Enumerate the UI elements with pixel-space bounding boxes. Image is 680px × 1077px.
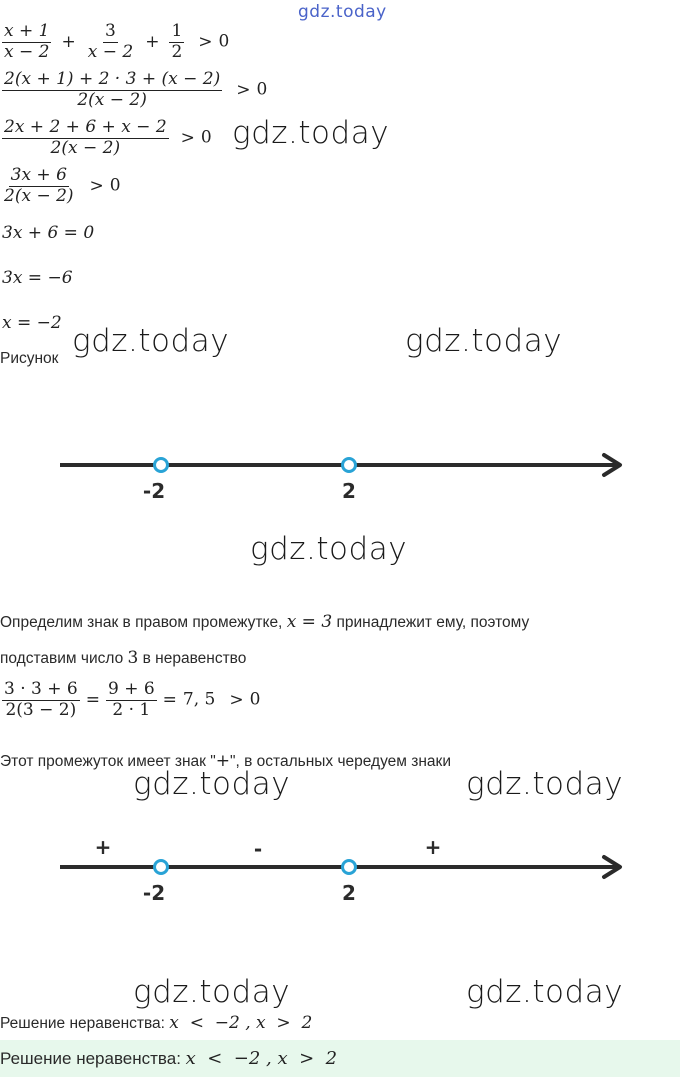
watermark: gdz.today — [405, 323, 563, 359]
denominator: x − 2 — [4, 41, 50, 62]
rhs-value: 0 — [200, 127, 212, 148]
fraction — [2, 118, 169, 158]
sign-label: + — [424, 835, 442, 859]
inline-math: x < −2 , x > 2 — [185, 1048, 338, 1069]
explanation-line-1 — [0, 612, 529, 632]
denominator: 2(x − 2) — [50, 137, 121, 158]
step-1-inequality — [2, 22, 229, 62]
text: в неравенство — [138, 650, 247, 667]
watermark: gdz.today — [466, 974, 624, 1010]
answer-line — [0, 1048, 337, 1069]
step-7-equation: x = −2 — [2, 313, 62, 333]
sign-label: - — [253, 837, 263, 861]
equals-sign: = — [85, 689, 100, 710]
fraction — [86, 22, 135, 62]
numerator: 3 · 3 + 6 — [4, 679, 78, 699]
step-6-equation: 3x = −6 — [2, 268, 73, 288]
point-label: -2 — [142, 881, 166, 905]
equals-sign: = — [162, 689, 177, 710]
number-line-2 — [0, 830, 680, 910]
fraction — [2, 22, 51, 62]
point-label: -2 — [142, 479, 166, 503]
open-point-2 — [343, 459, 356, 472]
solution-line — [0, 1013, 312, 1033]
numerator: x + 1 — [4, 21, 50, 41]
number-line-1 — [0, 440, 680, 510]
open-point-minus-2 — [155, 459, 168, 472]
numerator: 2(x + 1) + 2 · 3 + (x − 2) — [4, 69, 221, 89]
rhs-value: 0 — [256, 79, 268, 100]
fraction — [2, 166, 76, 206]
step-5-equation: 3x + 6 = 0 — [2, 223, 95, 243]
numerator: 1 — [171, 21, 183, 41]
numerator: 3x + 6 — [10, 165, 67, 185]
open-point-minus-2 — [155, 861, 168, 874]
greater-than: > — [89, 175, 104, 196]
rhs-value: 0 — [249, 689, 261, 710]
sign-label: + — [94, 835, 112, 859]
watermark: gdz.today — [232, 115, 390, 151]
text: Решение неравенства: — [0, 1049, 186, 1068]
figure-label: Рисунок — [0, 350, 59, 367]
fraction — [106, 680, 157, 720]
text: принадлежит ему, поэтому — [332, 614, 530, 631]
fraction — [169, 22, 184, 62]
greater-than: > — [236, 79, 251, 100]
greater-than: > — [180, 127, 195, 148]
inline-math: x < −2 , x > 2 — [169, 1013, 313, 1033]
denominator: x − 2 — [87, 41, 134, 62]
step-2-inequality — [2, 70, 267, 110]
plus-sign: + — [61, 31, 76, 52]
numerator: 2x + 2 + 6 + x − 2 — [4, 117, 167, 137]
inline-math: x = 3 — [286, 612, 333, 632]
step-3-inequality — [2, 118, 212, 158]
denominator: 2(x − 2) — [77, 89, 147, 110]
text: Решение неравенства: — [0, 1015, 170, 1032]
explanation-line-2 — [0, 648, 246, 668]
fraction — [2, 70, 222, 110]
answer-box — [0, 1040, 680, 1077]
rhs-value: 0 — [218, 31, 230, 52]
text: подставим число — [0, 650, 128, 667]
watermark: gdz.today — [133, 766, 291, 802]
check-computation — [2, 680, 260, 720]
inline-math: + — [215, 751, 230, 771]
fraction — [2, 680, 80, 720]
denominator: 2 — [171, 41, 183, 62]
rhs-value: 0 — [109, 175, 121, 196]
text: Этот промежуток имеет знак " — [0, 753, 216, 770]
open-point-2 — [343, 861, 356, 874]
plus-sign: + — [145, 31, 160, 52]
text: Определим знак в правом промежутке, — [0, 614, 287, 631]
greater-than: > — [198, 31, 213, 52]
numerator: 9 + 6 — [107, 679, 155, 699]
watermark: gdz.today — [250, 531, 408, 567]
watermark: gdz.today — [466, 766, 624, 802]
inline-math: 3 — [127, 648, 139, 668]
denominator: 2 · 1 — [112, 699, 151, 720]
point-label: 2 — [342, 881, 356, 905]
denominator: 2(3 − 2) — [5, 699, 77, 720]
greater-than: > — [229, 689, 244, 710]
point-label: 2 — [342, 479, 356, 503]
watermark: gdz.today — [133, 974, 291, 1010]
denominator: 2(x − 2) — [4, 185, 74, 206]
step-4-inequality — [2, 166, 121, 206]
header-watermark: gdz.today — [298, 2, 387, 22]
result-value: 7, 5 — [182, 689, 216, 710]
text: ", в остальных чередуем знаки — [230, 753, 451, 770]
watermark: gdz.today — [72, 323, 230, 359]
numerator: 3 — [105, 21, 116, 41]
